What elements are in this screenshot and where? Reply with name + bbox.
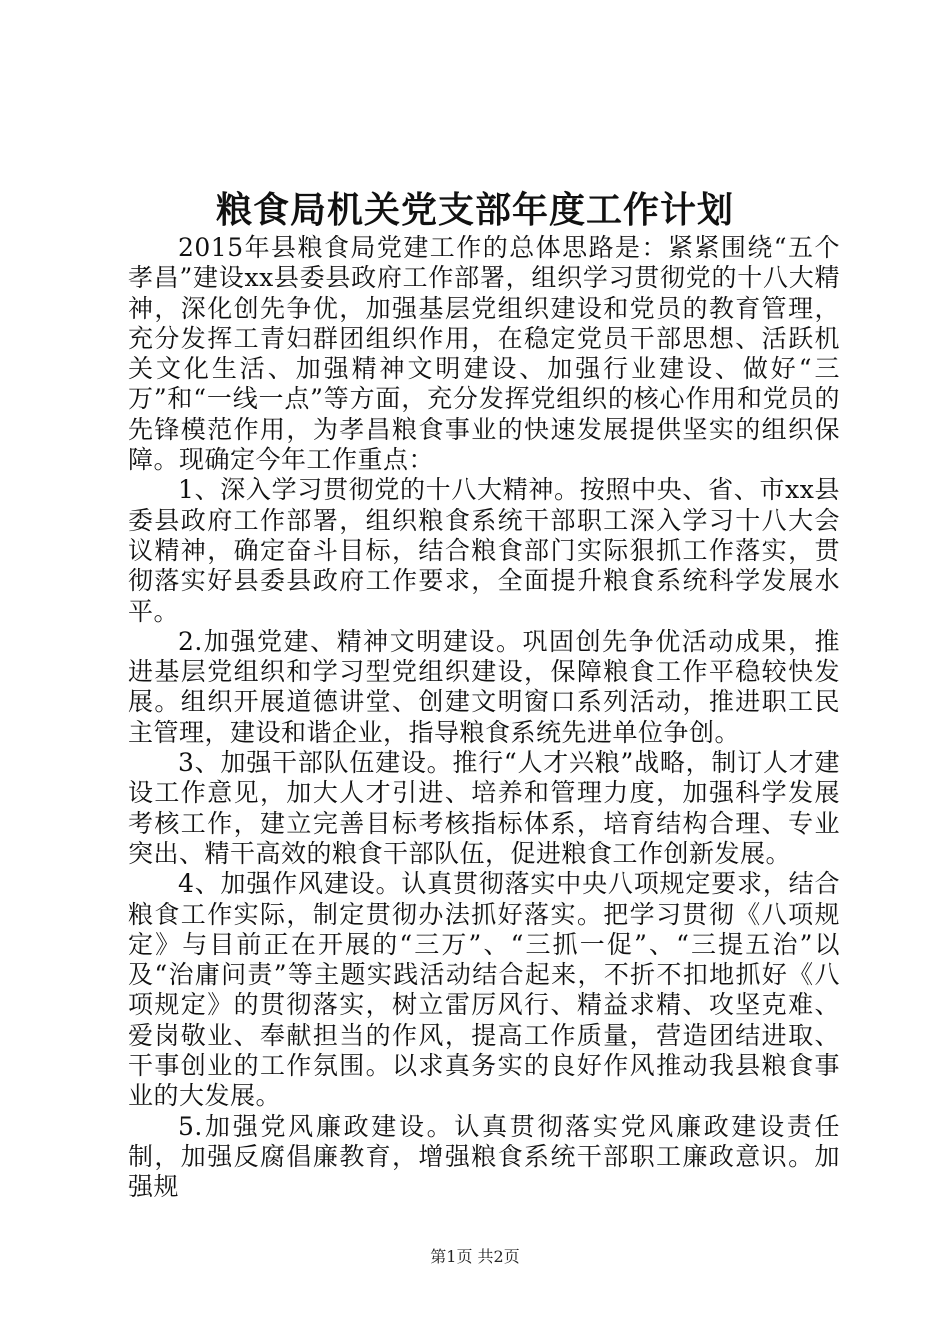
paragraph-item-5: 5.加强党风廉政建设。认真贯彻落实党风廉政建设责任制，加强反腐倡廉教育，增强粮食系统干部职工廉政意识。加强规 [128, 1111, 840, 1202]
document-title: 粮食局机关党支部年度工作计划 [215, 189, 734, 231]
paragraph-item-1: 1、深入学习贯彻党的十八大精神。按照中央、省、市xx县委县政府工作部署，组织粮食系统干部职工深入学习十八大会议精神，确定奋斗目标，结合粮食部门实际狠抓工作落实，贯彻落实好县委县政府工作要求，全面提升粮食系统科学发展水平。 [128, 475, 840, 626]
document-body [128, 233, 840, 1203]
paragraph-overview: 2015年县粮食局党建工作的总体思路是：紧紧围绕“五个孝昌”建设xx县委县政府工作部署，组织学习贯彻党的十八大精神，深化创先争优，加强基层党组织建设和党员的教育管理，充分发挥工青妇群团组织作用，在稳定党员干部思想、活跃机关文化生活、加强精神文明建设、加强行业建设、做好“三万”和“一线一点”等方面，充分发挥党组织的核心作用和党员的先锋模范作用，为孝昌粮食事业的快速发展提供坚实的组织保障。现确定今年工作重点： [128, 233, 840, 475]
paragraph-item-2: 2.加强党建、精神文明建设。巩固创先争优活动成果，推进基层党组织和学习型党组织建设，保障粮食工作平稳较快发展。组织开展道德讲堂、创建文明窗口系列活动，推进职工民主管理，建设和谐企业，指导粮食系统先进单位争创。 [128, 626, 840, 747]
paragraph-item-4: 4、加强作风建设。认真贯彻落实中央八项规定要求，结合粮食工作实际，制定贯彻办法抓好落实。把学习贯彻《八项规定》与目前正在开展的“三万”、“三抓一促”、“三提五治”以及“治庸问责”等主题实践活动结合起来，不折不扣地抓好《八项规定》的贯彻落实，树立雷厉风行、精益求精、攻坚克难、爱岗敬业、奉献担当的作风，提高工作质量，营造团结进取、干事创业的工作氛围。以求真务实的良好作风推动我县粮食事业的大发展。 [128, 869, 840, 1111]
paragraph-item-3: 3、加强干部队伍建设。推行“人才兴粮”战略，制订人才建设工作意见，加大人才引进、培养和管理力度，加强科学发展考核工作，建立完善目标考核指标体系，培育结构合理、专业突出、精干高效的粮食干部队伍，促进粮食工作创新发展。 [128, 748, 840, 868]
page-number-footer: 第1页 共2页 [430, 1247, 520, 1266]
